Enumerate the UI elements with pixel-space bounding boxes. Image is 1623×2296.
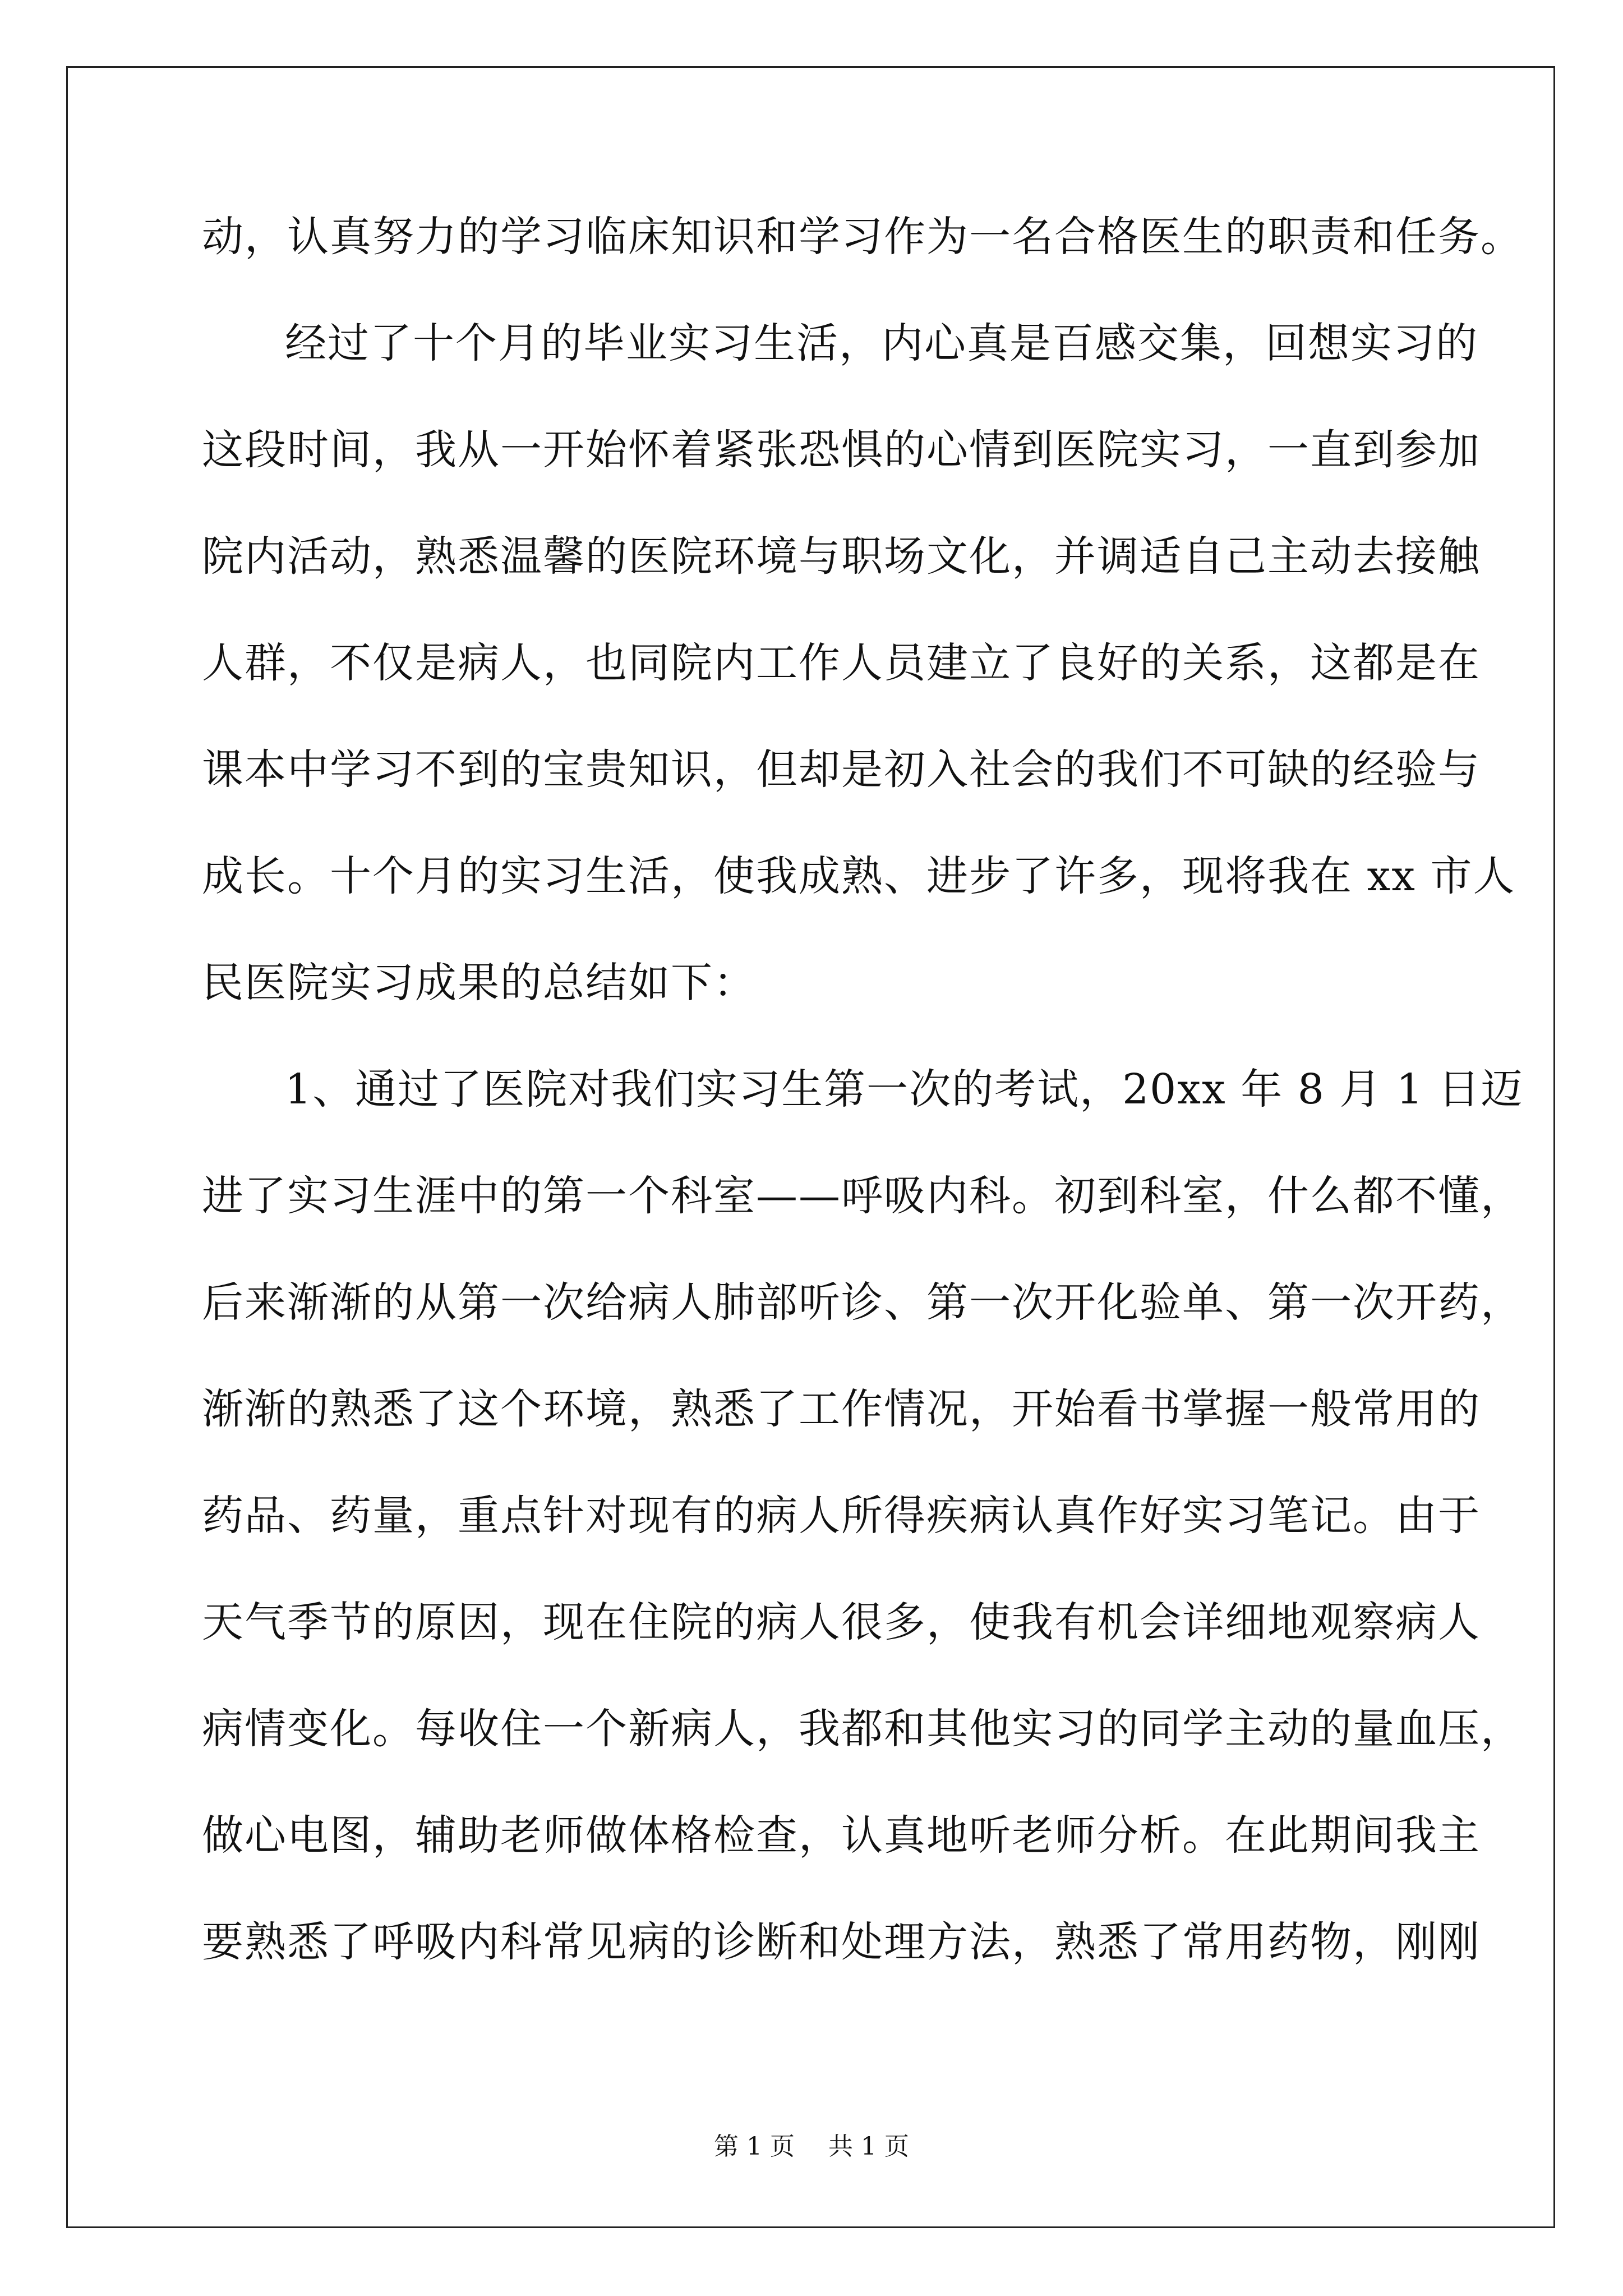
page-number: 第 1 页 [714,2132,795,2161]
text-line-17: 要熟悉了呼吸内科常见病的诊断和处理方法，熟悉了常用药物，刚刚 [202,1918,1481,1966]
document-body [202,213,1524,2028]
text-line-6: 课本中学习不到的宝贵知识，但却是初入社会的我们不可缺的经验与 [202,746,1481,794]
text-line-15: 病情变化。每收住一个新病人，我都和其他实习的同学主动的量血压， [202,1705,1523,1753]
page-footer [0,2126,1623,2162]
text-line-2: 经过了十个月的毕业实习生活，内心真是百感交集，回想实习的 [285,319,1478,367]
text-line-4: 院内活动，熟悉温馨的医院环境与职场文化，并调适自己主动去接触 [202,532,1481,581]
text-line-14: 天气季节的原因，现在住院的病人很多，使我有机会详细地观察病人 [202,1598,1481,1646]
text-line-3: 这段时间，我从一开始怀着紧张恐惧的心情到医院实习，一直到参加 [202,426,1481,474]
text-line-8: 民医院实习成果的总结如下： [202,959,756,1007]
text-line-5: 人群，不仅是病人，也同院内工作人员建立了良好的关系，这都是在 [202,639,1481,687]
text-line-1: 动，认真努力的学习临床知识和学习作为一名合格医生的职责和任务。 [202,213,1523,261]
text-line-10: 进了实习生涯中的第一个科室——呼吸内科。初到科室，什么都不懂， [202,1172,1523,1220]
page-total: 共 1 页 [828,2132,909,2161]
text-line-13: 药品、药量，重点针对现有的病人所得疾病认真作好实习笔记。由于 [202,1492,1481,1540]
text-line-12: 渐渐的熟悉了这个环境，熟悉了工作情况，开始看书掌握一般常用的 [202,1385,1481,1433]
text-line-9: 1、通过了医院对我们实习生第一次的考试，20xx 年 8 月 1 日迈 [285,1065,1524,1114]
text-line-11: 后来渐渐的从第一次给病人肺部听诊、第一次开化验单、第一次开药， [202,1278,1523,1327]
text-line-7: 成长。十个月的实习生活，使我成熟、进步了许多，现将我在 xx 市人 [202,852,1516,900]
text-line-16: 做心电图，辅助老师做体格检查，认真地听老师分析。在此期间我主 [202,1811,1481,1860]
